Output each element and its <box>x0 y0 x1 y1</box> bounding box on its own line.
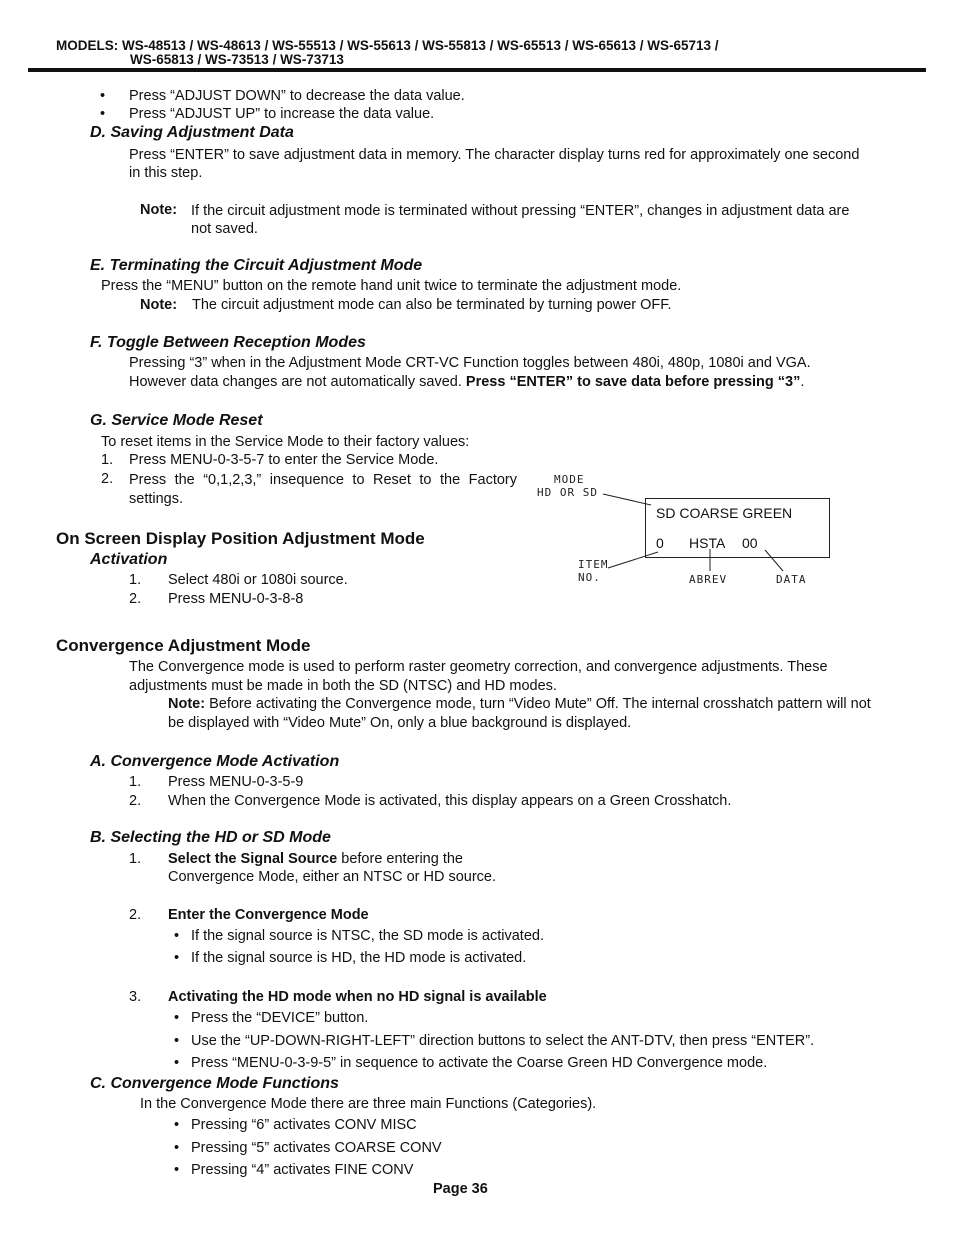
list-number: 2. <box>129 591 142 607</box>
diagram-box-line1: SD COARSE GREEN <box>656 505 793 521</box>
list-number: 3. <box>129 989 142 1005</box>
models-header-line1: MODELS: WS-48513 / WS-48613 / WS-55513 / WS-55613 / WS-55813 / WS-65513 / WS-65613 / WS-65713 / <box>56 38 719 53</box>
adjust-up-text: Press “ADJUST UP” to increase the data value. <box>129 106 435 122</box>
step1-rest: before entering the <box>337 851 463 867</box>
diagram-hd-sd-label: HD OR SD <box>537 486 598 499</box>
list-item: If the signal source is NTSC, the SD mode is activated. <box>191 928 544 944</box>
list-number: 2. <box>129 907 142 923</box>
convergence-body: The Convergence mode is used to perform raster geometry correction, and convergence adjustments. These adjustments must be made in both the SD (NTSC) and HD modes. <box>129 659 828 694</box>
osd-heading: On Screen Display Position Adjustment Mode <box>56 529 425 548</box>
bullet: • <box>174 928 180 944</box>
step3-title: Activating the HD mode when no HD signal is available <box>168 989 547 1005</box>
selecting-heading: B. Selecting the HD or SD Mode <box>90 829 331 846</box>
diagram-item-label: ITEM <box>578 558 609 571</box>
step1-line2: Convergence Mode, either an NTSC or HD source. <box>168 869 497 885</box>
saving-body: Press “ENTER” to save adjustment data in memory. The character display turns red for approximately one second in this step. <box>129 147 860 181</box>
list-item: Use the “UP-DOWN-RIGHT-LEFT” direction buttons to select the ANT-DTV, then press “ENTER”. <box>191 1033 815 1049</box>
list-number: 2. <box>101 471 114 487</box>
list-number: 2. <box>129 793 142 809</box>
list-number: 1. <box>129 774 142 790</box>
diagram-no-label: NO. <box>578 571 601 584</box>
terminating-body: Press the “MENU” button on the remote hand unit twice to terminate the adjustment mode. <box>101 278 682 294</box>
saving-heading: D. Saving Adjustment Data <box>90 124 294 141</box>
list-item: If the signal source is HD, the HD mode is activated. <box>191 950 527 966</box>
list-item: Press MENU-0-3-8-8 <box>168 591 304 607</box>
list-item: Pressing “5” activates COARSE CONV <box>191 1140 442 1156</box>
diagram-box-abrev: HSTA <box>689 535 726 551</box>
step1-bold: Select the Signal Source <box>168 851 338 867</box>
list-item: Pressing “4” activates FINE CONV <box>191 1162 414 1178</box>
osd-activation-heading: Activation <box>90 551 168 568</box>
toggle-bold-text: Press “ENTER” to save data before pressing “3” <box>465 374 801 390</box>
note-label: Note: <box>140 202 178 218</box>
list-number: 1. <box>129 572 142 588</box>
list-item: Select 480i or 1080i source. <box>168 572 348 588</box>
activation-heading: A. Convergence Mode Activation <box>90 753 340 770</box>
bullet: • <box>174 1140 180 1156</box>
bullet: • <box>174 1117 180 1133</box>
terminating-note-text: The circuit adjustment mode can also be terminated by turning power OFF. <box>192 297 672 313</box>
convergence-heading: Convergence Adjustment Mode <box>56 636 311 655</box>
reset-intro: To reset items in the Service Mode to their factory values: <box>101 434 470 450</box>
bullet: • <box>174 1162 180 1178</box>
convergence-note-text: Before activating the Convergence mode, turn “Video Mute” Off. The internal crosshatch pattern will not be displayed with “Video Mute” On, only a blue background is displayed. <box>168 696 871 731</box>
list-item: When the Convergence Mode is activated, this display appears on a Green Crosshatch. <box>168 793 732 809</box>
list-item: Press MENU-0-3-5-7 to enter the Service Mode. <box>129 452 439 468</box>
step2-title: Enter the Convergence Mode <box>168 907 369 923</box>
reset-heading: G. Service Mode Reset <box>90 412 263 429</box>
toggle-heading: F. Toggle Between Reception Modes <box>90 334 366 351</box>
note-label: Note: <box>140 297 178 313</box>
list-number: 1. <box>101 452 114 468</box>
bullet: • <box>174 950 180 966</box>
toggle-plain-text: However data changes are not automatically saved. <box>129 374 466 390</box>
bullet: • <box>174 1055 180 1071</box>
osd-display-box <box>645 498 830 558</box>
saving-note-text: If the circuit adjustment mode is terminated without pressing “ENTER”, changes in adjustment data are not saved. <box>191 203 850 237</box>
functions-heading: C. Convergence Mode Functions <box>90 1075 339 1092</box>
list-item: Pressing “6” activates CONV MISC <box>191 1117 417 1133</box>
list-number: 1. <box>129 851 142 867</box>
list-item: Press the “0,1,2,3,” insequence to Reset to the Factory settings. <box>129 472 517 507</box>
diagram-mode-label: MODE <box>554 473 585 486</box>
bullet: • <box>100 88 106 104</box>
diagram-data-label: DATA <box>776 573 807 586</box>
bullet: • <box>100 106 106 122</box>
bullet: • <box>174 1033 180 1049</box>
diagram-abrev-label: ABREV <box>689 573 728 586</box>
convergence-note <box>168 695 873 733</box>
step1-line1 <box>168 851 463 867</box>
page-number: Page 36 <box>433 1181 488 1197</box>
toggle-body-line1: Pressing “3” when in the Adjustment Mode CRT-VC Function toggles between 480i, 480p, 1080i and VGA. <box>129 355 811 371</box>
diagram-box-item: 0 <box>656 535 664 551</box>
terminating-heading: E. Terminating the Circuit Adjustment Mode <box>90 257 423 274</box>
adjust-down-text: Press “ADJUST DOWN” to decrease the data value. <box>129 88 465 104</box>
list-item: Press “MENU-0-3-9-5” in sequence to activate the Coarse Green HD Convergence mode. <box>191 1055 768 1071</box>
diagram-box-data: 00 <box>742 535 758 551</box>
list-item: Press MENU-0-3-5-9 <box>168 774 304 790</box>
bullet: • <box>174 1010 180 1026</box>
toggle-end-text: . <box>800 374 805 390</box>
functions-intro: In the Convergence Mode there are three main Functions (Categories). <box>140 1096 597 1112</box>
list-item: Press the “DEVICE” button. <box>191 1010 369 1026</box>
models-header-line2: WS-65813 / WS-73513 / WS-73713 <box>130 52 344 67</box>
note-label: Note: <box>168 696 206 712</box>
